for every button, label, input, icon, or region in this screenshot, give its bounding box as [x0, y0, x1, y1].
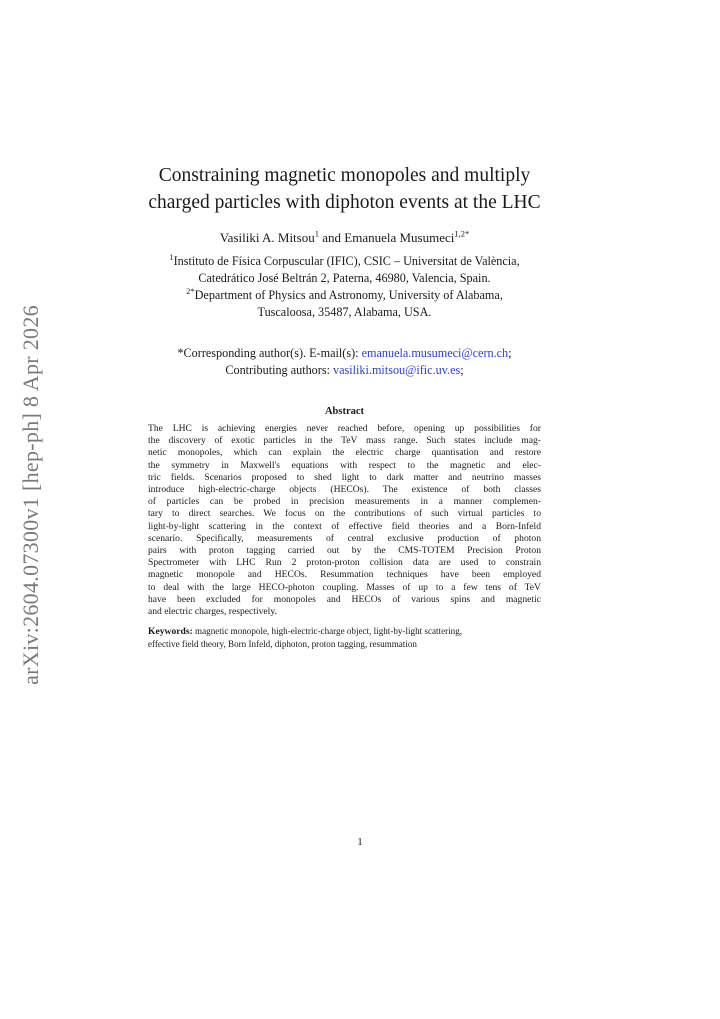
title-line: Constraining magnetic monopoles and multiply [158, 165, 531, 186]
abstract-line: introduce high-electric-charge objects (HECOs). The existence of both classes [148, 484, 541, 496]
paper-title [148, 162, 541, 216]
corresponding-email-link[interactable]: emanuela.musumeci@cern.ch [361, 346, 509, 360]
keywords-line: effective field theory, Born Infeld, diphoton, proton tagging, resummation [148, 639, 417, 650]
arxiv-identifier-stamp [6, 300, 56, 690]
keywords-label: Keywords: [148, 626, 193, 638]
abstract-line: tary to direct searches. We focus on the contributions of such virtual particles to [148, 508, 541, 520]
abstract-body [148, 423, 541, 618]
abstract-line: and electric charges, respectively. [148, 606, 277, 618]
author-affiliation-mark: 1,2* [454, 228, 470, 239]
abstract-line: the symmetry in Maxwell's equations with respect to the magnetic and elec- [148, 459, 541, 471]
keywords-line [148, 625, 541, 638]
abstract-line: light-by-light scattering in the context of effective field theories and a Born-Infeld [148, 520, 541, 532]
author-name: Emanuela Musumeci [344, 230, 455, 245]
abstract-line: of particles can be probed in precision measurements in a manner complemen- [148, 496, 541, 508]
abstract-line: netic monopoles, which can explain the electric charge quantisation and restore [148, 447, 541, 459]
keywords-text: magnetic monopole, high-electric-charge object, light-by-light scattering, [192, 626, 463, 637]
author-list [148, 229, 541, 247]
abstract-line: to deal with the large HECO-photon coupling. Masses of up to a few tens of TeV [148, 581, 541, 593]
affiliation-line [148, 287, 541, 304]
abstract-line: have been excluded for monopoles and HECOs of various spins and magnetic [148, 593, 541, 605]
contributing-authors-line [148, 362, 541, 379]
author-affiliation-mark: 1 [314, 228, 319, 239]
contributing-email-link[interactable]: vasiliki.mitsou@ific.uv.es [333, 363, 461, 377]
correspondence-block [148, 345, 541, 379]
affiliation-line [148, 253, 541, 270]
corresponding-suffix: ; [508, 346, 512, 360]
affiliation-list [148, 253, 541, 321]
affiliation-text: Department of Physics and Astronomy, University of Alabama, [194, 288, 503, 302]
affiliation-line: Tuscaloosa, 35487, Alabama, USA. [257, 305, 432, 319]
contributing-suffix: ; [460, 363, 464, 377]
contributing-prefix: Contributing authors: [225, 363, 334, 377]
corresponding-author-line [148, 345, 541, 362]
arxiv-identifier-text: arXiv:2604.07300v1 [hep-ph] 8 Apr 2026 [18, 305, 44, 685]
keywords-block [148, 625, 541, 650]
abstract-line: the discovery of exotic particles in the TeV mass range. Such states include mag- [148, 435, 541, 447]
abstract-line: tric fields. Scenarios proposed to shed light to dark matter and neutrino masses [148, 471, 541, 483]
affiliation-mark: 2* [186, 285, 195, 296]
affiliation-line: Catedrático José Beltrán 2, Paterna, 46980, Valencia, Spain. [198, 271, 491, 285]
paper-front-matter [148, 162, 541, 651]
abstract-heading: Abstract [324, 406, 365, 417]
page-number: 1 [357, 836, 363, 848]
abstract-line: The LHC is achieving energies never reached before, opening up possibilities for [148, 423, 541, 434]
corresponding-prefix: *Corresponding author(s). E-mail(s): [177, 346, 362, 360]
affiliation-mark: 1 [169, 251, 174, 262]
author-name: Vasiliki A. Mitsou [219, 230, 315, 245]
abstract-line: Spectrometer with LHC Run 2 proton-proton collision data are used to constrain [148, 557, 541, 569]
author-connector: and [318, 230, 345, 245]
abstract-line: scenario. Specifically, measurements of central exclusive production of photon [148, 532, 541, 544]
abstract-line: pairs with proton tagging carried out by the CMS-TOTEM Precision Proton [148, 545, 541, 557]
title-line: charged particles with diphoton events at the LHC [148, 192, 541, 213]
affiliation-text: Instituto de Física Corpuscular (IFIC), CSIC – Universitat de València, [173, 254, 520, 268]
abstract-line: magnetic monopole and HECOs. Resummation techniques have been employed [148, 569, 541, 581]
